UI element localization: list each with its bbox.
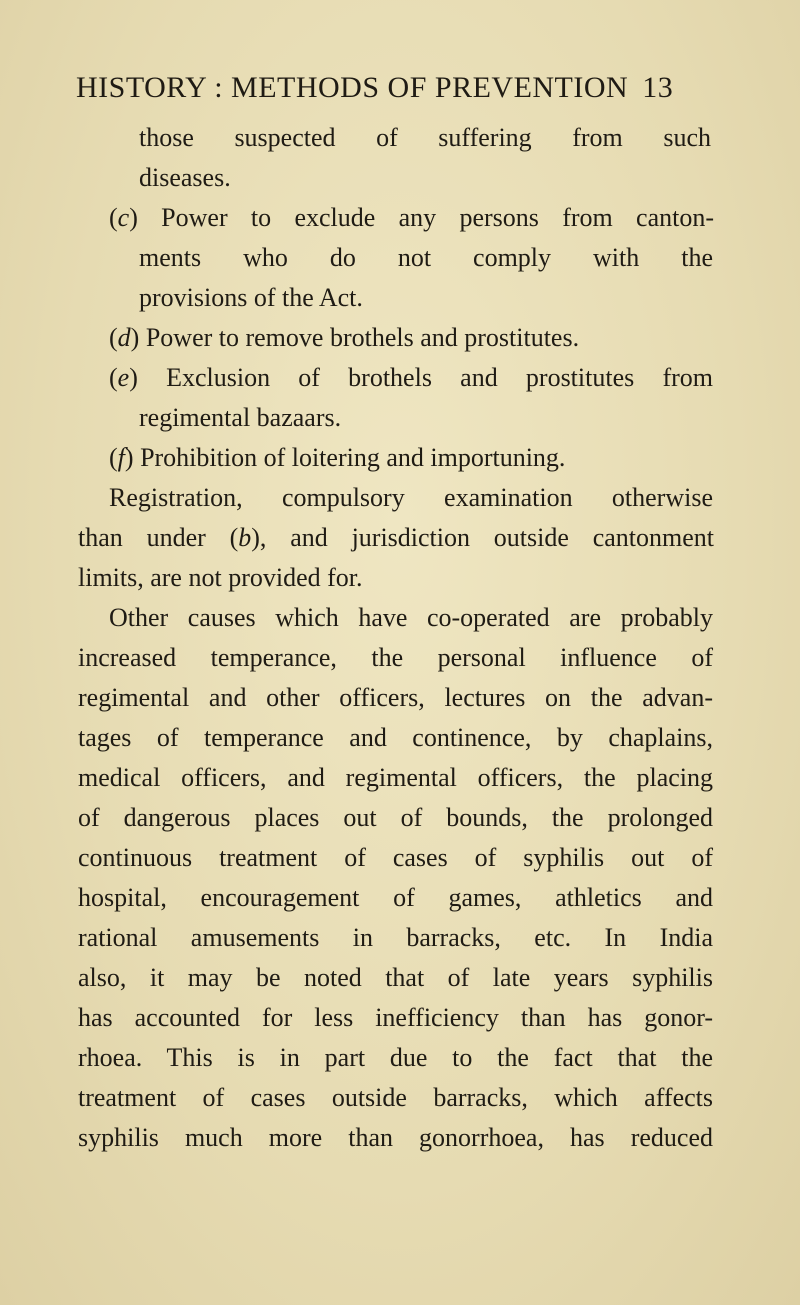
text-line: treatment of cases outside barracks, which affects [78,1083,713,1112]
text-line: regimental bazaars. [139,403,342,432]
running-header [76,68,776,108]
text-line: syphilis much more than gonorrhoea, has reduced [78,1123,713,1152]
text-line: limits, are not provided for. [78,563,363,592]
text-line: rational amusements in barracks, etc. In India [78,923,713,952]
text-line: increased temperance, the personal influence of [78,643,713,672]
text-line: provisions of the Act. [139,283,363,312]
text-line: (e) Exclusion of brothels and prostitutes from [109,363,713,392]
text-line: hospital, encouragement of games, athletics and [78,883,713,912]
text-line: also, it may be noted that of late years syphilis [78,963,713,992]
text-line: medical officers, and regimental officers, the placing [78,763,713,792]
text-line: than under (b), and jurisdiction outside cantonment [78,523,715,552]
text-line: Registration, compulsory examination otherwise [109,483,713,512]
text-line: ments who do not comply with the [139,243,713,272]
text-line: Other causes which have co-operated are probably [109,603,713,632]
text-line: tages of temperance and continence, by chaplains, [78,723,713,752]
page-number: 13 [642,71,674,104]
text-line: regimental and other officers, lectures on the advan- [78,683,713,712]
running-title: HISTORY : METHODS OF PREVENTION [76,71,629,104]
text-line: those suspected of suffering from such [139,123,711,152]
text-line: continuous treatment of cases of syphilis out of [78,843,713,872]
text-line: (f) Prohibition of loitering and importuning. [109,443,566,472]
text-line: (d) Power to remove brothels and prostitutes. [109,323,580,352]
text-line: of dangerous places out of bounds, the prolonged [78,803,713,832]
text-line: rhoea. This is in part due to the fact that the [78,1043,713,1072]
text-line: diseases. [139,163,231,192]
text-line: has accounted for less inefficiency than has gonor- [78,1003,713,1032]
text-line: (c) Power to exclude any persons from canton- [109,203,714,232]
